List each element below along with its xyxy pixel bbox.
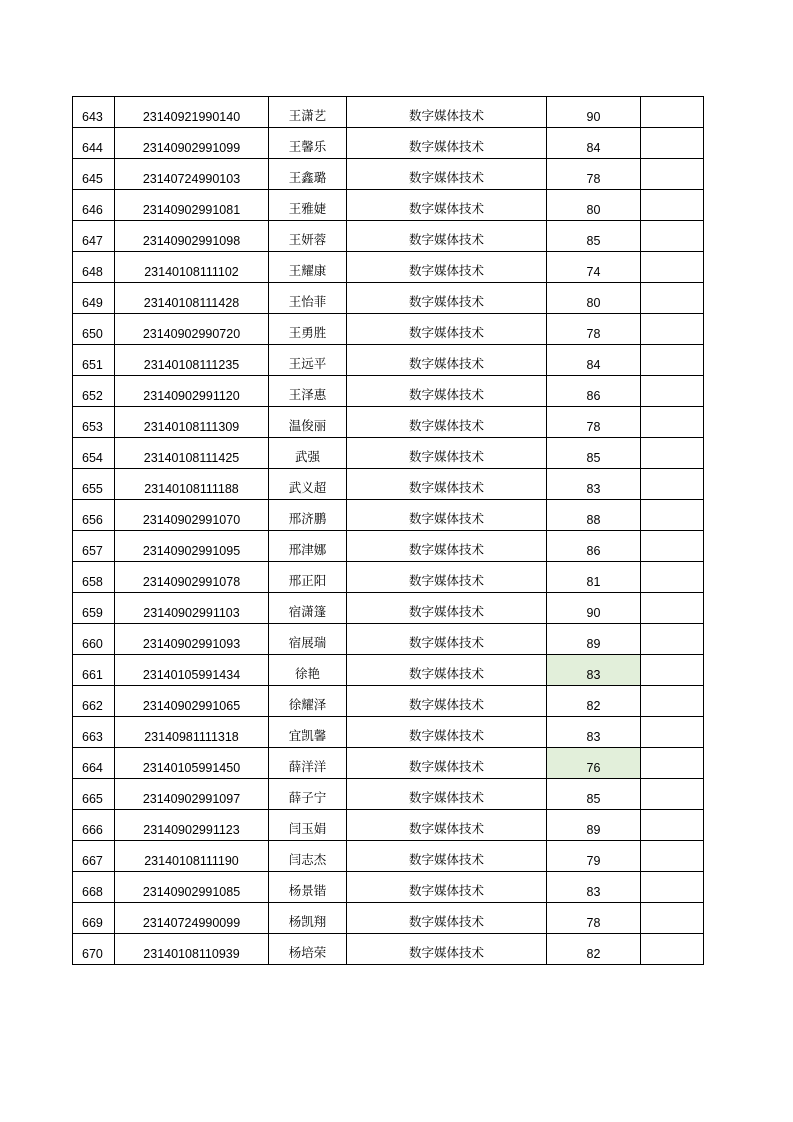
table-row — [73, 779, 704, 810]
major-cell: 数字媒体技术 — [347, 283, 547, 314]
table-row — [73, 872, 704, 903]
remark-cell — [641, 810, 704, 841]
row-number-cell: 670 — [73, 934, 115, 965]
remark-cell — [641, 469, 704, 500]
student-name-cell: 武义超 — [269, 469, 347, 500]
remark-cell — [641, 841, 704, 872]
student-name-cell: 王潇艺 — [269, 97, 347, 128]
student-id-cell: 23140902990720 — [115, 314, 269, 345]
student-id-cell: 23140724990099 — [115, 903, 269, 934]
table-row — [73, 314, 704, 345]
student-name-cell: 邢济鹏 — [269, 500, 347, 531]
score-cell: 83 — [547, 655, 641, 686]
score-cell: 76 — [547, 748, 641, 779]
student-id-cell: 23140902991065 — [115, 686, 269, 717]
remark-cell — [641, 624, 704, 655]
major-cell: 数字媒体技术 — [347, 841, 547, 872]
table-row — [73, 221, 704, 252]
table-row — [73, 686, 704, 717]
student-id-cell: 23140108111188 — [115, 469, 269, 500]
major-cell: 数字媒体技术 — [347, 128, 547, 159]
row-number-cell: 653 — [73, 407, 115, 438]
student-id-cell: 23140108110939 — [115, 934, 269, 965]
student-id-cell: 23140108111190 — [115, 841, 269, 872]
remark-cell — [641, 593, 704, 624]
table-row — [73, 345, 704, 376]
student-name-cell: 邢正阳 — [269, 562, 347, 593]
major-cell: 数字媒体技术 — [347, 562, 547, 593]
student-id-cell: 23140108111309 — [115, 407, 269, 438]
table-row — [73, 934, 704, 965]
major-cell: 数字媒体技术 — [347, 748, 547, 779]
row-number-cell: 651 — [73, 345, 115, 376]
row-number-cell: 666 — [73, 810, 115, 841]
student-id-cell: 23140108111235 — [115, 345, 269, 376]
student-name-cell: 薛洋洋 — [269, 748, 347, 779]
table-row — [73, 128, 704, 159]
score-cell: 80 — [547, 283, 641, 314]
major-cell: 数字媒体技术 — [347, 438, 547, 469]
major-cell: 数字媒体技术 — [347, 500, 547, 531]
remark-cell — [641, 221, 704, 252]
student-name-cell: 王雅婕 — [269, 190, 347, 221]
student-id-cell: 23140902991081 — [115, 190, 269, 221]
student-name-cell: 王馨乐 — [269, 128, 347, 159]
student-id-cell: 23140108111428 — [115, 283, 269, 314]
student-id-cell: 23140902991120 — [115, 376, 269, 407]
student-name-cell: 宿潇篷 — [269, 593, 347, 624]
row-number-cell: 663 — [73, 717, 115, 748]
remark-cell — [641, 128, 704, 159]
remark-cell — [641, 934, 704, 965]
student-id-cell: 23140902991070 — [115, 500, 269, 531]
major-cell: 数字媒体技术 — [347, 903, 547, 934]
table-row — [73, 593, 704, 624]
student-id-cell: 23140902991098 — [115, 221, 269, 252]
remark-cell — [641, 872, 704, 903]
row-number-cell: 643 — [73, 97, 115, 128]
table-row — [73, 190, 704, 221]
table-row — [73, 159, 704, 190]
score-cell: 83 — [547, 872, 641, 903]
score-cell: 85 — [547, 779, 641, 810]
score-cell: 79 — [547, 841, 641, 872]
remark-cell — [641, 252, 704, 283]
score-cell: 78 — [547, 407, 641, 438]
student-id-cell: 23140921990140 — [115, 97, 269, 128]
row-number-cell: 652 — [73, 376, 115, 407]
table-row — [73, 903, 704, 934]
row-number-cell: 668 — [73, 872, 115, 903]
score-cell: 81 — [547, 562, 641, 593]
table-row — [73, 376, 704, 407]
row-number-cell: 659 — [73, 593, 115, 624]
student-id-cell: 23140724990103 — [115, 159, 269, 190]
major-cell: 数字媒体技术 — [347, 934, 547, 965]
major-cell: 数字媒体技术 — [347, 810, 547, 841]
student-name-cell: 王怡菲 — [269, 283, 347, 314]
score-cell: 88 — [547, 500, 641, 531]
score-cell: 86 — [547, 531, 641, 562]
remark-cell — [641, 500, 704, 531]
score-cell: 86 — [547, 376, 641, 407]
student-id-cell: 23140105991450 — [115, 748, 269, 779]
remark-cell — [641, 438, 704, 469]
table-row — [73, 748, 704, 779]
score-cell: 80 — [547, 190, 641, 221]
row-number-cell: 654 — [73, 438, 115, 469]
student-name-cell: 徐艳 — [269, 655, 347, 686]
remark-cell — [641, 345, 704, 376]
student-id-cell: 23140902991123 — [115, 810, 269, 841]
row-number-cell: 665 — [73, 779, 115, 810]
remark-cell — [641, 190, 704, 221]
remark-cell — [641, 717, 704, 748]
student-name-cell: 杨培荣 — [269, 934, 347, 965]
student-id-cell: 23140108111425 — [115, 438, 269, 469]
score-cell: 85 — [547, 221, 641, 252]
score-table-body — [73, 97, 704, 965]
remark-cell — [641, 903, 704, 934]
major-cell: 数字媒体技术 — [347, 872, 547, 903]
table-row — [73, 717, 704, 748]
table-row — [73, 655, 704, 686]
student-name-cell: 王耀康 — [269, 252, 347, 283]
student-name-cell: 薛子宁 — [269, 779, 347, 810]
table-row — [73, 810, 704, 841]
major-cell: 数字媒体技术 — [347, 221, 547, 252]
major-cell: 数字媒体技术 — [347, 779, 547, 810]
student-id-cell: 23140902991103 — [115, 593, 269, 624]
row-number-cell: 646 — [73, 190, 115, 221]
remark-cell — [641, 562, 704, 593]
remark-cell — [641, 376, 704, 407]
row-number-cell: 645 — [73, 159, 115, 190]
score-cell: 84 — [547, 128, 641, 159]
student-name-cell: 王勇胜 — [269, 314, 347, 345]
student-name-cell: 宜凯馨 — [269, 717, 347, 748]
major-cell: 数字媒体技术 — [347, 593, 547, 624]
score-cell: 78 — [547, 159, 641, 190]
score-cell: 83 — [547, 469, 641, 500]
remark-cell — [641, 407, 704, 438]
remark-cell — [641, 779, 704, 810]
row-number-cell: 660 — [73, 624, 115, 655]
student-id-cell: 23140105991434 — [115, 655, 269, 686]
major-cell: 数字媒体技术 — [347, 717, 547, 748]
table-row — [73, 469, 704, 500]
row-number-cell: 650 — [73, 314, 115, 345]
table-row — [73, 841, 704, 872]
student-name-cell: 徐耀泽 — [269, 686, 347, 717]
student-name-cell: 杨凯翔 — [269, 903, 347, 934]
major-cell: 数字媒体技术 — [347, 469, 547, 500]
student-id-cell: 23140902991078 — [115, 562, 269, 593]
table-row — [73, 531, 704, 562]
row-number-cell: 658 — [73, 562, 115, 593]
table-row — [73, 407, 704, 438]
score-cell: 89 — [547, 810, 641, 841]
row-number-cell: 656 — [73, 500, 115, 531]
row-number-cell: 669 — [73, 903, 115, 934]
remark-cell — [641, 283, 704, 314]
row-number-cell: 661 — [73, 655, 115, 686]
remark-cell — [641, 97, 704, 128]
major-cell: 数字媒体技术 — [347, 97, 547, 128]
row-number-cell: 647 — [73, 221, 115, 252]
score-cell: 84 — [547, 345, 641, 376]
major-cell: 数字媒体技术 — [347, 314, 547, 345]
row-number-cell: 657 — [73, 531, 115, 562]
table-row — [73, 283, 704, 314]
student-id-cell: 23140108111102 — [115, 252, 269, 283]
table-row — [73, 624, 704, 655]
score-cell: 83 — [547, 717, 641, 748]
score-cell: 85 — [547, 438, 641, 469]
row-number-cell: 667 — [73, 841, 115, 872]
row-number-cell: 644 — [73, 128, 115, 159]
student-name-cell: 王妍蓉 — [269, 221, 347, 252]
major-cell: 数字媒体技术 — [347, 252, 547, 283]
major-cell: 数字媒体技术 — [347, 190, 547, 221]
student-id-cell: 23140902991099 — [115, 128, 269, 159]
student-name-cell: 王远平 — [269, 345, 347, 376]
student-name-cell: 宿展瑞 — [269, 624, 347, 655]
major-cell: 数字媒体技术 — [347, 531, 547, 562]
score-cell: 78 — [547, 314, 641, 345]
remark-cell — [641, 686, 704, 717]
major-cell: 数字媒体技术 — [347, 376, 547, 407]
major-cell: 数字媒体技术 — [347, 655, 547, 686]
student-id-cell: 23140981111318 — [115, 717, 269, 748]
major-cell: 数字媒体技术 — [347, 686, 547, 717]
remark-cell — [641, 159, 704, 190]
row-number-cell: 649 — [73, 283, 115, 314]
student-name-cell: 武强 — [269, 438, 347, 469]
major-cell: 数字媒体技术 — [347, 345, 547, 376]
student-name-cell: 邢津娜 — [269, 531, 347, 562]
student-name-cell: 温俊丽 — [269, 407, 347, 438]
score-cell: 89 — [547, 624, 641, 655]
student-id-cell: 23140902991095 — [115, 531, 269, 562]
major-cell: 数字媒体技术 — [347, 159, 547, 190]
remark-cell — [641, 655, 704, 686]
row-number-cell: 662 — [73, 686, 115, 717]
student-id-cell: 23140902991097 — [115, 779, 269, 810]
row-number-cell: 648 — [73, 252, 115, 283]
student-id-cell: 23140902991093 — [115, 624, 269, 655]
student-name-cell: 王鑫璐 — [269, 159, 347, 190]
score-cell: 82 — [547, 934, 641, 965]
score-cell: 90 — [547, 593, 641, 624]
table-row — [73, 97, 704, 128]
major-cell: 数字媒体技术 — [347, 624, 547, 655]
table-row — [73, 438, 704, 469]
score-cell: 82 — [547, 686, 641, 717]
student-id-cell: 23140902991085 — [115, 872, 269, 903]
student-name-cell: 闫志杰 — [269, 841, 347, 872]
table-row — [73, 252, 704, 283]
student-name-cell: 王泽惠 — [269, 376, 347, 407]
score-cell: 90 — [547, 97, 641, 128]
table-row — [73, 562, 704, 593]
remark-cell — [641, 531, 704, 562]
major-cell: 数字媒体技术 — [347, 407, 547, 438]
score-cell: 74 — [547, 252, 641, 283]
remark-cell — [641, 748, 704, 779]
student-name-cell: 杨景锴 — [269, 872, 347, 903]
table-row — [73, 500, 704, 531]
score-cell: 78 — [547, 903, 641, 934]
student-name-cell: 闫玉娟 — [269, 810, 347, 841]
score-table — [72, 96, 704, 965]
remark-cell — [641, 314, 704, 345]
row-number-cell: 655 — [73, 469, 115, 500]
row-number-cell: 664 — [73, 748, 115, 779]
